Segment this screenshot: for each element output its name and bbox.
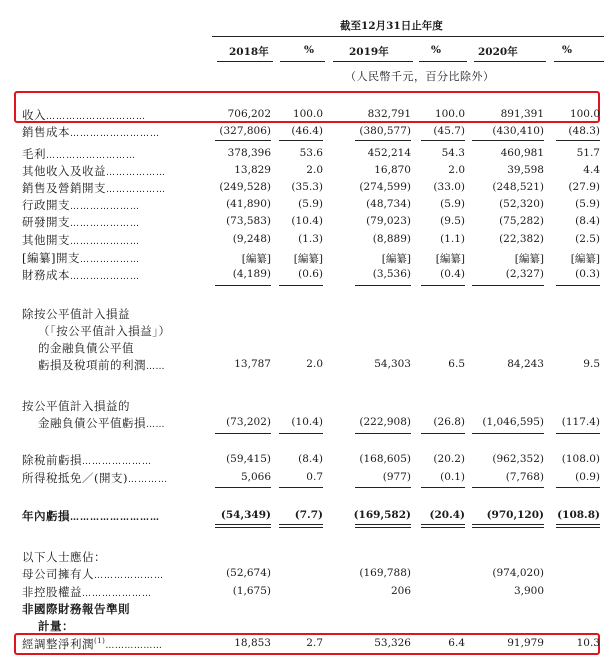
row-9-value-5: (0.3) — [575, 268, 600, 280]
rule-gross-profit-5 — [556, 140, 600, 141]
row-3-value-1: 2.0 — [306, 164, 323, 176]
row-5-label — [22, 197, 140, 213]
rule-after-tax-1 — [279, 487, 323, 488]
row-9-value-0: (4,189) — [232, 268, 271, 280]
fvl-value-3: (26.8) — [433, 416, 465, 428]
row-4-value-1: (35.3) — [291, 181, 323, 193]
col-2018: 2018年 — [229, 46, 269, 58]
row-3-value-2: 16,870 — [374, 164, 411, 176]
column-underline-2018-pct — [280, 61, 325, 62]
rule-year-loss-b-0 — [215, 527, 271, 528]
row-4-value-5: (27.9) — [568, 181, 600, 193]
row-7-value-3: (1.1) — [440, 233, 465, 245]
attrib-heading: 以下人士應佔： — [22, 550, 106, 564]
row-7-label-text: 其他開支 — [22, 233, 70, 247]
rule-after-finance-0 — [215, 285, 271, 286]
fv-value-0: 13,787 — [234, 358, 271, 370]
adjusted-profit-footnote: (1) — [94, 637, 106, 646]
year-loss-value-1: (7.7) — [294, 509, 323, 521]
rule-after-fvl-4 — [472, 433, 544, 434]
rule-year-loss-b-1 — [279, 527, 323, 528]
rule-year-loss-b-4 — [472, 527, 544, 528]
rule-year-loss-a-4 — [472, 524, 544, 525]
row-1-label — [22, 124, 160, 140]
row-5-value-4: (52,320) — [499, 198, 544, 210]
rule-after-finance-4 — [472, 285, 544, 286]
rule-gross-profit-1 — [279, 140, 323, 141]
row-2-value-5: 51.7 — [576, 147, 600, 159]
row-3-label-leader: ……………… — [106, 168, 166, 178]
row-2-value-3: 54.3 — [441, 147, 465, 159]
fvl-value-1: (10.4) — [291, 416, 323, 428]
row-9-value-4: (2,327) — [505, 268, 544, 280]
row-8-value-1: [編纂] — [293, 253, 323, 265]
row-3-value-4: 39,598 — [507, 164, 544, 176]
col-2019: 2019年 — [349, 46, 389, 58]
row-2-value-4: 460,981 — [500, 147, 544, 159]
fv-label-line-0-text: 除按公平值計入損益 — [22, 307, 130, 321]
tax-0-value-2: (168,605) — [359, 453, 411, 465]
row-9-label — [22, 267, 140, 283]
attrib-0-value-0: (52,674) — [226, 567, 271, 579]
unit-note: （人民幣千元，百分比除外） — [345, 70, 495, 83]
adjusted-profit-label — [22, 636, 162, 652]
year-loss-value-4: (970,120) — [486, 509, 544, 521]
row-1-value-2: (380,577) — [359, 125, 411, 137]
rule-after-finance-1 — [279, 285, 323, 286]
fvl-label-line-0 — [22, 398, 130, 414]
rule-gross-profit-4 — [472, 140, 544, 141]
rule-after-fvl-5 — [556, 433, 600, 434]
rule-after-tax-0 — [215, 487, 271, 488]
tax-1-value-1: 0.7 — [306, 471, 323, 483]
row-5-label-leader: ………………… — [70, 202, 140, 212]
rule-gross-profit-0 — [215, 140, 271, 141]
adjusted-profit-value-4: 91,979 — [507, 637, 544, 649]
row-0-value-5: 100.0 — [569, 108, 600, 120]
row-1-value-0: (327,806) — [219, 125, 271, 137]
row-1-value-1: (46.4) — [291, 125, 323, 137]
row-8-label-text: [編纂]開支 — [22, 251, 80, 265]
row-0-label-text: 收入 — [22, 108, 46, 122]
tax-0-label-leader: ………………… — [82, 457, 152, 467]
year-loss-value-5: (108.8) — [557, 509, 600, 521]
row-3-value-0: 13,829 — [234, 164, 271, 176]
row-5-value-2: (48,734) — [366, 198, 411, 210]
row-4-value-0: (249,528) — [219, 181, 271, 193]
rule-after-tax-3 — [421, 487, 465, 488]
fv-value-5: 9.5 — [583, 358, 600, 370]
col-2020-pct: % — [562, 44, 572, 56]
tax-1-value-3: (0.1) — [440, 471, 465, 483]
fv-label-line-2 — [38, 340, 134, 356]
row-3-value-5: 4.4 — [583, 164, 600, 176]
row-8-value-5: [編纂] — [570, 253, 600, 265]
row-5-value-1: (5.9) — [298, 198, 323, 210]
attrib-0-label — [22, 566, 164, 582]
tax-0-value-0: (59,415) — [226, 453, 271, 465]
year-loss-value-0: (54,349) — [220, 509, 271, 521]
year-loss-value-2: (169,582) — [353, 509, 411, 521]
row-2-value-2: 452,214 — [367, 147, 411, 159]
nonifrs-heading-line-0: 非國際財務報告準則 — [22, 602, 130, 616]
adjusted-profit-value-1: 2.7 — [306, 637, 323, 649]
row-7-label-leader: ………………… — [70, 237, 140, 247]
rule-after-finance-3 — [421, 285, 465, 286]
fv-leader: …… — [146, 362, 165, 372]
row-0-value-3: 100.0 — [434, 108, 465, 120]
row-8-label — [22, 250, 140, 266]
fv-value-1: 2.0 — [306, 358, 323, 370]
fvl-value-2: (222,908) — [359, 416, 411, 428]
row-7-value-5: (2.5) — [575, 233, 600, 245]
attrib-1-value-2: 206 — [390, 585, 411, 597]
row-0-value-0: 706,202 — [227, 108, 271, 120]
attrib-0-label-leader: ………………… — [94, 571, 164, 581]
row-4-value-4: (248,521) — [492, 181, 544, 193]
rule-year-loss-b-2 — [355, 527, 411, 528]
rule-gross-profit-2 — [355, 140, 411, 141]
fv-label-line-2-text: 的金融負債公平值 — [38, 341, 134, 355]
row-7-value-4: (22,382) — [499, 233, 544, 245]
fv-label-line-1 — [38, 323, 171, 339]
row-3-label — [22, 163, 166, 179]
year-loss-label-leader: ……………………… — [70, 513, 160, 523]
rule-gross-profit-3 — [421, 140, 465, 141]
row-9-value-1: (0.6) — [298, 268, 323, 280]
col-2020: 2020年 — [478, 46, 518, 58]
attrib-1-value-0: (1,675) — [232, 585, 271, 597]
column-underline-2020-pct — [554, 61, 604, 62]
column-underline-2020 — [474, 61, 546, 62]
tax-1-label-text: 所得稅抵免／(開支) — [22, 471, 128, 485]
rule-year-loss-a-0 — [215, 524, 271, 525]
row-4-label — [22, 180, 166, 196]
row-1-value-4: (430,410) — [492, 125, 544, 137]
fv-label-line-1-text: （「按公平值計入損益」） — [38, 324, 171, 338]
row-0-label-leader: ………………………… — [46, 112, 146, 122]
row-6-value-1: (10.4) — [291, 215, 323, 227]
row-2-label-text: 毛利 — [22, 147, 46, 161]
row-1-value-3: (45.7) — [433, 125, 465, 137]
fv-label-line-0 — [22, 306, 130, 322]
row-4-label-text: 銷售及營銷開支 — [22, 181, 106, 195]
fvl-label-line-0-text: 按公平值計入損益的 — [22, 399, 130, 413]
adjusted-profit-value-5: 10.3 — [576, 637, 600, 649]
row-6-value-0: (73,583) — [226, 215, 271, 227]
row-0-value-4: 891,391 — [500, 108, 544, 120]
rule-after-tax-2 — [355, 487, 411, 488]
row-6-value-5: (8.4) — [575, 215, 600, 227]
row-0-value-1: 100.0 — [292, 108, 323, 120]
tax-1-value-5: (0.9) — [575, 471, 600, 483]
row-8-value-0: [編纂] — [241, 253, 271, 265]
attrib-1-label — [22, 584, 152, 600]
rule-year-loss-b-5 — [556, 527, 600, 528]
row-6-label — [22, 214, 140, 230]
rule-year-loss-a-3 — [421, 524, 465, 525]
tax-1-value-2: (977) — [382, 471, 411, 483]
rule-after-fvl-3 — [421, 433, 465, 434]
rule-after-finance-5 — [556, 285, 600, 286]
row-7-value-0: (9,248) — [232, 233, 271, 245]
year-loss-value-3: (20.4) — [429, 509, 465, 521]
adjusted-profit-leader: ……………… — [105, 641, 163, 651]
rule-after-tax-5 — [556, 487, 600, 488]
row-6-value-3: (9.5) — [440, 215, 465, 227]
tax-0-value-5: (108.0) — [561, 453, 600, 465]
attrib-1-value-4: 3,900 — [513, 585, 544, 597]
fvl-label-line-1 — [38, 415, 165, 431]
rule-year-loss-a-5 — [556, 524, 600, 525]
rule-after-tax-4 — [472, 487, 544, 488]
tax-1-value-4: (7,768) — [505, 471, 544, 483]
row-7-label — [22, 232, 140, 248]
attrib-0-value-2: (169,788) — [359, 567, 411, 579]
attrib-0-label-text: 母公司擁有人 — [22, 567, 94, 581]
row-6-label-text: 研發開支 — [22, 215, 70, 229]
tax-1-value-0: 5,066 — [240, 471, 271, 483]
fv-label-line-3 — [38, 357, 165, 373]
row-5-value-3: (5.9) — [440, 198, 465, 210]
row-5-value-5: (5.9) — [575, 198, 600, 210]
tax-0-value-4: (962,352) — [492, 453, 544, 465]
adjusted-profit-value-2: 53,326 — [374, 637, 411, 649]
year-loss-label — [22, 508, 160, 524]
rule-after-fvl-1 — [279, 433, 323, 434]
row-4-value-2: (274,599) — [359, 181, 411, 193]
row-1-label-leader: ……………………… — [70, 129, 160, 139]
rule-year-loss-a-2 — [355, 524, 411, 525]
rule-after-finance-2 — [355, 285, 411, 286]
row-0-value-2: 832,791 — [367, 108, 411, 120]
row-6-value-4: (75,282) — [499, 215, 544, 227]
tax-0-label — [22, 452, 152, 468]
row-4-label-leader: ……………… — [106, 185, 166, 195]
tax-1-label — [22, 470, 168, 486]
row-2-label-leader: ……………………… — [46, 151, 136, 161]
fvl-value-4: (1,046,595) — [482, 416, 544, 428]
fv-value-2: 54,303 — [374, 358, 411, 370]
row-9-label-leader: ………………… — [70, 272, 140, 282]
tax-0-value-3: (20.2) — [433, 453, 465, 465]
tax-1-label-leader: ………… — [127, 475, 168, 485]
adjusted-profit-value-3: 6.4 — [448, 637, 465, 649]
fv-value-4: 84,243 — [507, 358, 544, 370]
row-5-value-0: (41,890) — [226, 198, 271, 210]
row-6-value-2: (79,023) — [366, 215, 411, 227]
row-3-value-3: 2.0 — [448, 164, 465, 176]
tax-0-value-1: (8.4) — [298, 453, 323, 465]
rule-year-loss-b-3 — [421, 527, 465, 528]
row-9-value-3: (0.4) — [440, 268, 465, 280]
fv-value-3: 6.5 — [448, 358, 465, 370]
row-2-value-0: 378,396 — [227, 147, 271, 159]
rule-after-revenue — [217, 128, 604, 129]
rule-after-fvl-2 — [355, 433, 411, 434]
column-underline-2019 — [333, 61, 413, 62]
col-2018-pct: % — [304, 44, 314, 56]
row-8-label-leader: ……………… — [79, 255, 140, 265]
attrib-1-label-leader: ………………… — [82, 589, 152, 599]
row-4-value-3: (33.0) — [433, 181, 465, 193]
row-8-value-2: [編纂] — [381, 253, 411, 265]
header-top-rule — [212, 36, 604, 37]
fvl-leader: …… — [146, 420, 165, 430]
row-0-label — [22, 107, 146, 123]
column-underline-2019-pct — [419, 61, 467, 62]
col-2019-pct: % — [431, 44, 441, 56]
rule-year-loss-a-1 — [279, 524, 323, 525]
row-8-value-4: [編纂] — [514, 253, 544, 265]
year-loss-label-text: 年內虧損 — [22, 509, 70, 523]
row-5-label-text: 行政開支 — [22, 198, 70, 212]
period-caption: 截至12月31日止年度 — [340, 20, 443, 32]
column-underline-2018 — [217, 61, 273, 62]
row-3-label-text: 其他收入及收益 — [22, 164, 106, 178]
row-7-value-2: (8,889) — [372, 233, 411, 245]
rule-after-fvl-0 — [215, 433, 271, 434]
row-9-label-text: 財務成本 — [22, 268, 70, 282]
nonifrs-heading-line-1: 計量： — [38, 619, 74, 633]
row-1-value-5: (48.3) — [568, 125, 600, 137]
row-9-value-2: (3,536) — [372, 268, 411, 280]
row-7-value-1: (1.3) — [298, 233, 323, 245]
fv-label-line-3-text: 虧損及稅項前的利潤 — [38, 358, 146, 372]
adjusted-profit-value-0: 18,853 — [234, 637, 271, 649]
row-2-label — [22, 146, 136, 162]
fvl-value-5: (117.4) — [561, 416, 600, 428]
attrib-1-label-text: 非控股權益 — [22, 585, 82, 599]
fvl-label-line-1-text: 金融負債公平值虧損 — [38, 416, 146, 430]
adjusted-profit-text: 經調整淨利潤 — [22, 637, 94, 651]
row-2-value-1: 53.6 — [299, 147, 323, 159]
tax-0-label-text: 除稅前虧損 — [22, 453, 82, 467]
row-6-label-leader: ………………… — [70, 219, 140, 229]
attrib-0-value-4: (974,020) — [492, 567, 544, 579]
row-8-value-3: [編纂] — [435, 253, 465, 265]
row-1-label-text: 銷售成本 — [22, 125, 70, 139]
fvl-value-0: (73,202) — [226, 416, 271, 428]
